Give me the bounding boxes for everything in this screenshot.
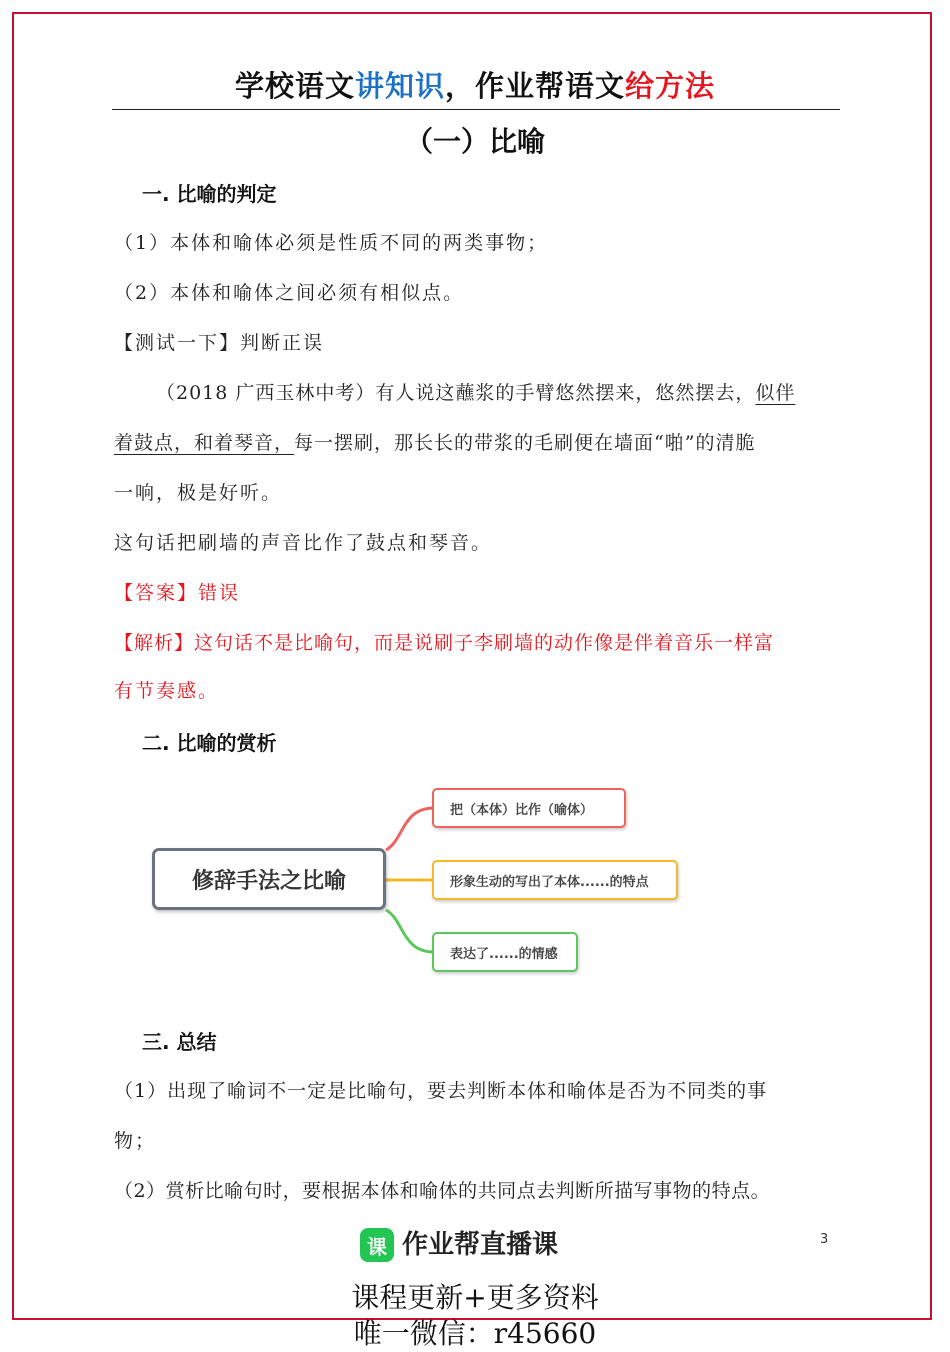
- passage-line1-text: （2018 广西玉林中考）有人说这蘸浆的手臂悠然摆来，悠然摆去，: [156, 382, 756, 404]
- header-part2: 讲知识: [354, 69, 445, 103]
- mindmap-center-node: 修辞手法之比喻: [152, 848, 386, 910]
- section3-heading: 三. 总结: [142, 1030, 217, 1054]
- answer: 【答案】错误: [114, 582, 241, 604]
- test-label: 【测试一下】判断正误: [114, 332, 325, 354]
- passage-line2: [114, 428, 755, 455]
- analysis-line2: 有节奏感。: [114, 680, 220, 702]
- header-part1: 学校语文: [234, 69, 355, 103]
- mindmap-branch-1: 把（本体）比作（喻体）: [432, 788, 626, 828]
- passage-line2-text: 每一摆刷，那长长的带浆的毛刷便在墙面“啪”的清脆: [294, 432, 756, 454]
- section1-point1: （1）本体和喻体必须是性质不同的两类事物；: [114, 232, 549, 254]
- footer-line1: 课程更新+更多资料: [351, 1281, 599, 1314]
- section1-point2: （2）本体和喻体之间必须有相似点。: [114, 282, 465, 304]
- header-divider: [112, 109, 840, 110]
- footer-line2: 唯一微信：r45660: [353, 1317, 597, 1350]
- statement: 这句话把刷墙的声音比作了鼓点和琴音。: [114, 532, 493, 554]
- passage-line3: 一响，极是好听。: [114, 482, 283, 504]
- section3-point2: （2）赏析比喻句时，要根据本体和喻体的共同点去判断所描写事物的特点。: [114, 1180, 771, 1202]
- logo-text: 作业帮直播课: [402, 1230, 559, 1260]
- passage-line1-underlined: 似伴: [755, 382, 796, 404]
- connector-top: [386, 808, 434, 850]
- header-part4: 给方法: [625, 69, 716, 103]
- page-header: [0, 64, 950, 105]
- page-title: （一）比喻: [404, 125, 545, 158]
- section1-heading: 一. 比喻的判定: [142, 182, 277, 206]
- page-border: [12, 12, 932, 1320]
- section2-heading: 二. 比喻的赏析: [142, 731, 277, 755]
- passage-line2-underlined: 着鼓点，和着琴音，: [114, 432, 295, 454]
- section3-point1-line1: （1）出现了喻词不一定是比喻句，要去判断本体和喻体是否为不同类的事: [114, 1080, 768, 1102]
- mindmap-branch-2: 形象生动的写出了本体......的特点: [432, 860, 678, 900]
- passage-line1: [156, 378, 795, 405]
- header-part3: ，作业帮语文: [445, 69, 626, 103]
- analysis-line1: 【解析】这句话不是比喻句，而是说刷子李刷墙的动作像是伴着音乐一样富: [114, 632, 775, 654]
- page-number: 3: [820, 1232, 829, 1247]
- section3-point1-line2: 物；: [114, 1130, 157, 1152]
- connector-bottom: [386, 910, 434, 952]
- logo-icon: 课: [360, 1228, 394, 1262]
- mindmap-branch-3: 表达了......的情感: [432, 932, 578, 972]
